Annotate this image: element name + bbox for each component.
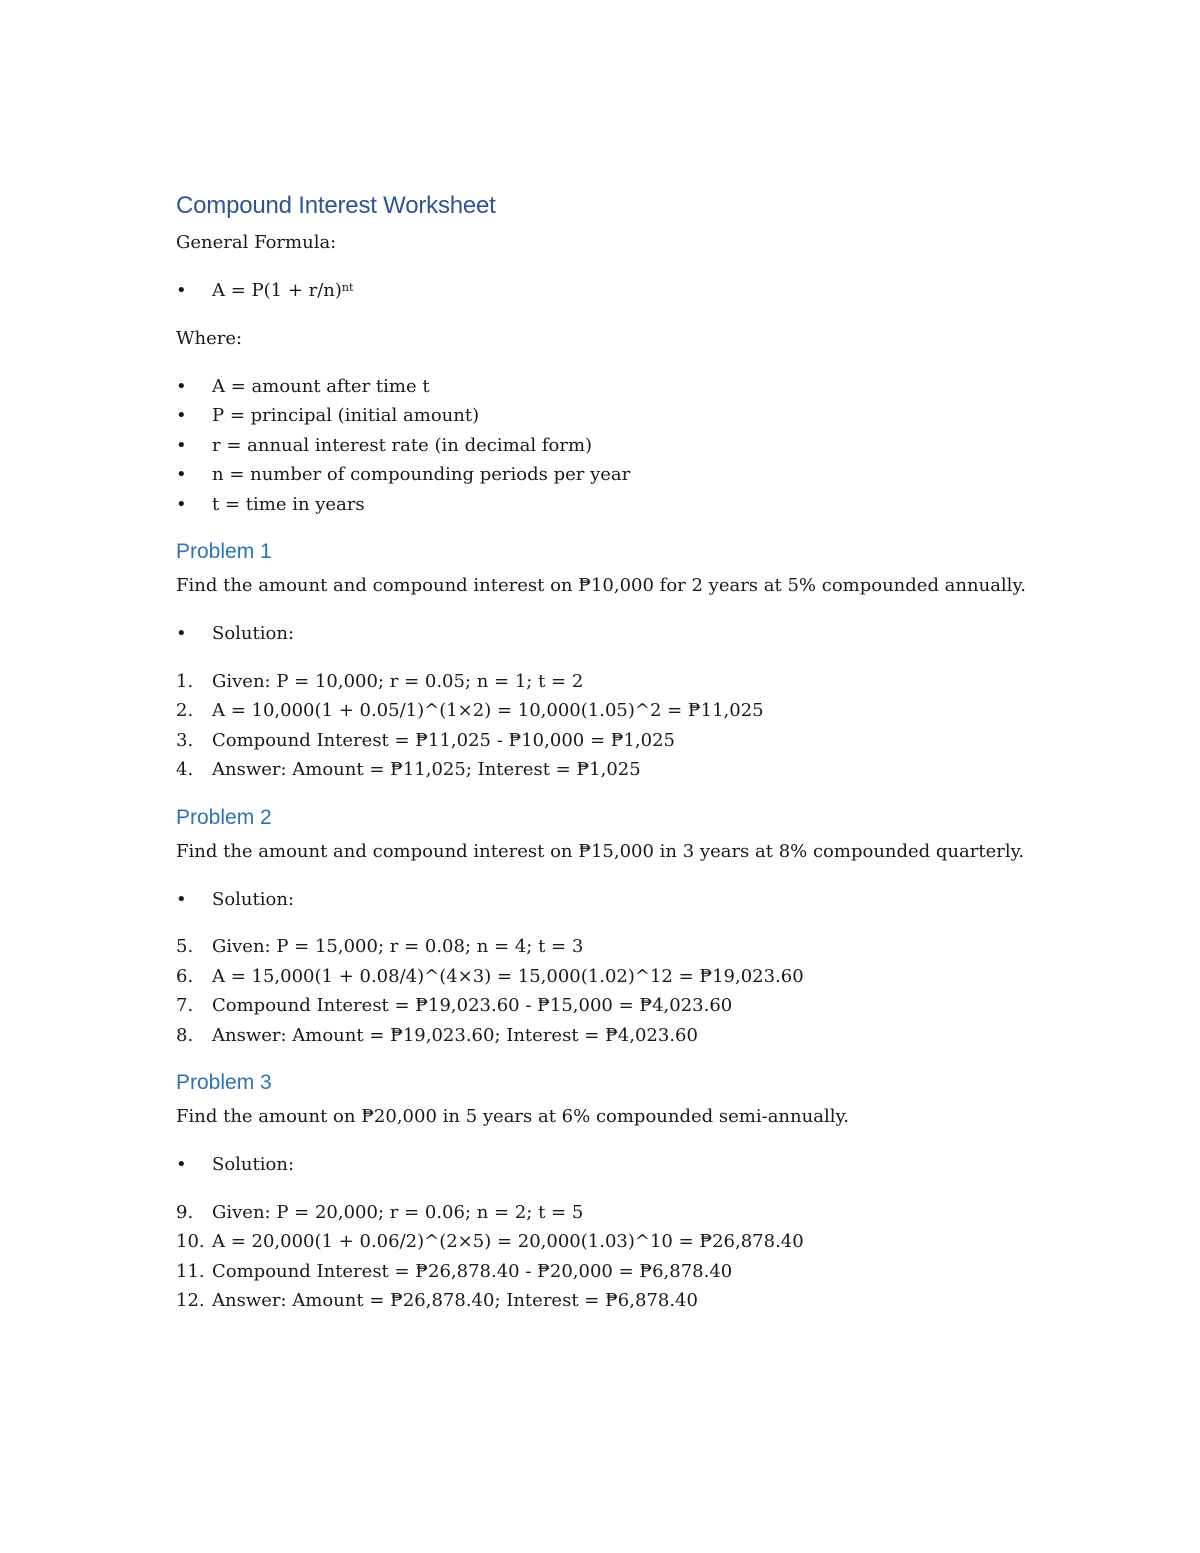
definition-item: [176, 401, 1036, 431]
step-number: 10.: [176, 1231, 205, 1252]
steps-list: [176, 1198, 1036, 1316]
general-formula-label: General Formula:: [176, 232, 337, 253]
problem-1: [176, 537, 1036, 785]
step-text: Given: P = 10,000; r = 0.05; n = 1; t = 2: [212, 670, 584, 692]
steps-list: [176, 932, 1036, 1050]
step-number: 5.: [176, 936, 194, 957]
solution-list: [176, 619, 1036, 649]
step-item: [176, 932, 1036, 962]
solution-label: Solution:: [212, 1154, 295, 1175]
problem-heading: Problem 1: [176, 540, 272, 563]
step-text: A = 15,000(1 + 0.08/4)^(4×3) = 15,000(1.02)^12 = ₱19,023.60: [212, 965, 804, 987]
step-text: A = 10,000(1 + 0.05/1)^(1×2) = 10,000(1.05)^2 = ₱11,025: [212, 700, 764, 721]
step-text: Compound Interest = ₱26,878.40 - ₱20,000 = ₱6,878.40: [212, 1260, 733, 1282]
bullet-icon: •: [176, 375, 187, 397]
definition-text: P = principal (initial amount): [212, 405, 480, 426]
steps-list: [176, 667, 1036, 785]
formula-list: [176, 276, 1036, 306]
step-item: [176, 991, 1036, 1021]
definition-text: t = time in years: [212, 493, 365, 515]
formula-base: A = P(1 + r/n): [212, 280, 342, 301]
definition-item: [176, 372, 1036, 402]
solution-label: Solution:: [212, 623, 295, 644]
formula-item: [176, 276, 1036, 306]
step-item: [176, 1021, 1036, 1051]
step-item: [176, 1227, 1036, 1257]
step-item: [176, 667, 1036, 697]
definition-text: A = amount after time t: [212, 375, 430, 397]
worksheet-page: [176, 190, 1036, 1334]
step-text: Compound Interest = ₱11,025 - ₱10,000 = ₱1,025: [212, 729, 675, 751]
bullet-icon: •: [176, 493, 187, 515]
definition-text: n = number of compounding periods per year: [212, 464, 631, 485]
definitions-list: [176, 372, 1036, 520]
step-number: 11.: [176, 1260, 205, 1282]
solution-list: [176, 885, 1036, 915]
step-item: [176, 726, 1036, 756]
definition-item: [176, 490, 1036, 520]
step-number: 2.: [176, 700, 194, 721]
solution-label-item: [176, 1150, 1036, 1180]
solution-label-item: [176, 619, 1036, 649]
page-title: Compound Interest Worksheet: [176, 192, 496, 219]
problem-3: [176, 1068, 1036, 1316]
bullet-icon: •: [176, 1154, 187, 1175]
step-text: Answer: Amount = ₱11,025; Interest = ₱1,025: [212, 759, 641, 780]
step-number: 3.: [176, 729, 194, 751]
bullet-icon: •: [176, 434, 187, 456]
problem-heading: Problem 3: [176, 1071, 272, 1094]
step-number: 1.: [176, 670, 194, 692]
bullet-icon: •: [176, 405, 187, 426]
definition-item: [176, 460, 1036, 490]
solution-list: [176, 1150, 1036, 1180]
step-item: [176, 1257, 1036, 1287]
step-text: Answer: Amount = ₱19,023.60; Interest = ₱4,023.60: [212, 1024, 698, 1046]
problem-2: [176, 803, 1036, 1051]
problem-statement: Find the amount and compound interest on ₱10,000 for 2 years at 5% compounded annually.: [176, 575, 1026, 596]
step-item: [176, 1286, 1036, 1316]
step-number: 9.: [176, 1201, 194, 1223]
step-item: [176, 755, 1036, 785]
step-number: 8.: [176, 1024, 194, 1046]
solution-label: Solution:: [212, 888, 295, 910]
step-number: 6.: [176, 965, 194, 987]
step-text: Answer: Amount = ₱26,878.40; Interest = ₱6,878.40: [212, 1290, 698, 1311]
step-number: 7.: [176, 995, 194, 1016]
bullet-icon: •: [176, 280, 187, 301]
bullet-icon: •: [176, 888, 187, 910]
formula-exponent: nt: [341, 281, 354, 294]
where-label: Where:: [176, 327, 243, 349]
step-number: 12.: [176, 1290, 205, 1311]
step-text: Given: P = 20,000; r = 0.06; n = 2; t = 5: [212, 1201, 584, 1223]
step-text: Given: P = 15,000; r = 0.08; n = 4; t = 3: [212, 936, 584, 957]
problem-statement: Find the amount on ₱20,000 in 5 years at 6% compounded semi-annually.: [176, 1106, 849, 1127]
definition-text: r = annual interest rate (in decimal form): [212, 434, 593, 456]
bullet-icon: •: [176, 623, 187, 644]
step-item: [176, 1198, 1036, 1228]
problem-statement: Find the amount and compound interest on ₱15,000 in 3 years at 8% compounded quarterly.: [176, 840, 1025, 862]
step-text: Compound Interest = ₱19,023.60 - ₱15,000 = ₱4,023.60: [212, 995, 733, 1016]
solution-label-item: [176, 885, 1036, 915]
definition-item: [176, 431, 1036, 461]
problem-heading: Problem 2: [176, 805, 272, 829]
step-number: 4.: [176, 759, 194, 780]
step-text: A = 20,000(1 + 0.06/2)^(2×5) = 20,000(1.03)^10 = ₱26,878.40: [212, 1231, 804, 1252]
bullet-icon: •: [176, 464, 187, 485]
step-item: [176, 962, 1036, 992]
step-item: [176, 696, 1036, 726]
